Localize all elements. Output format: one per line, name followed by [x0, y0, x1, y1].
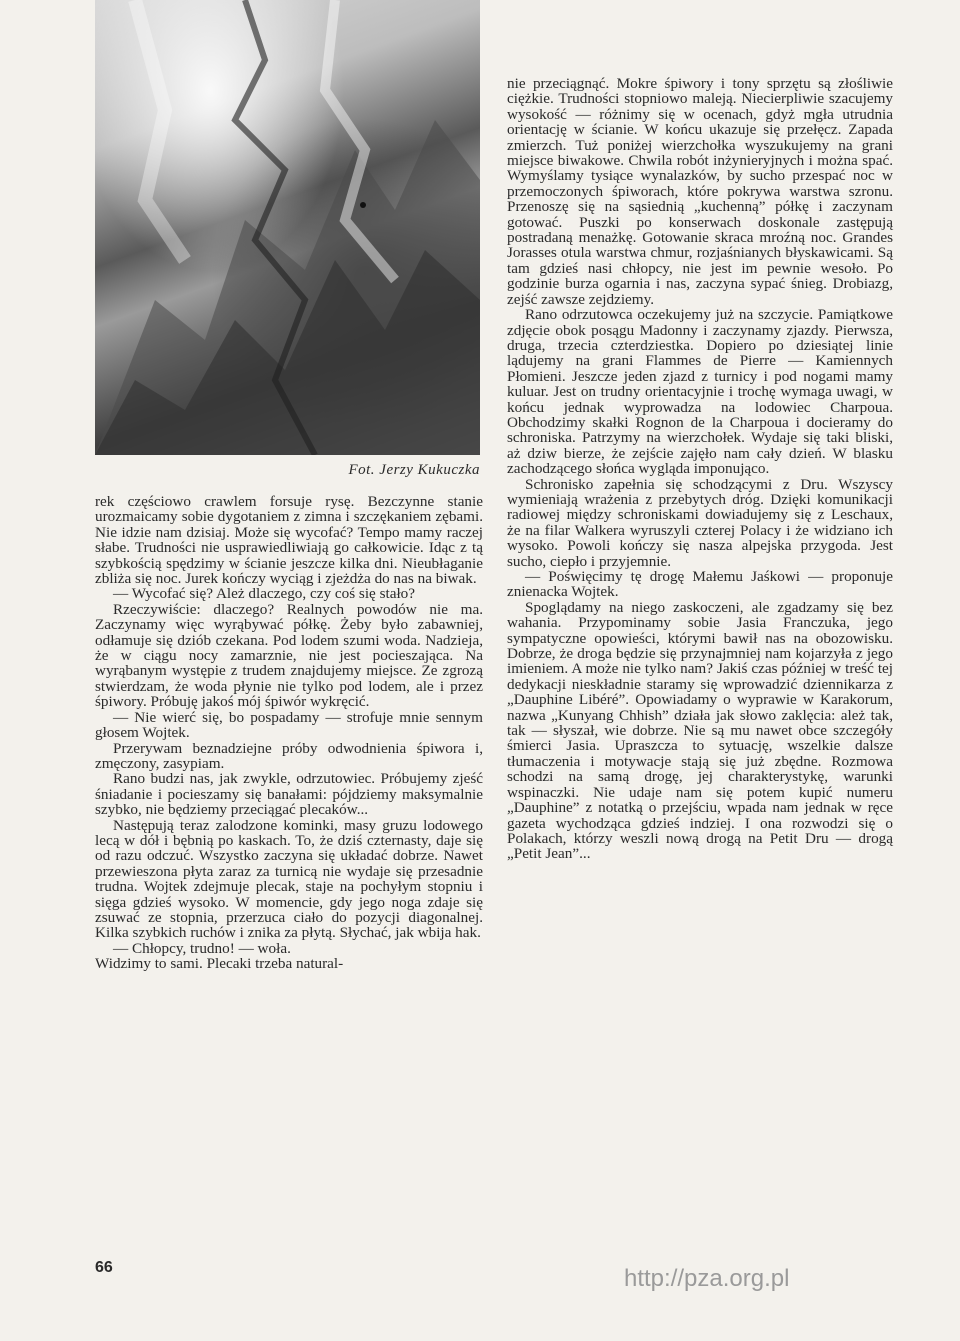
paragraph: — Wycofać się? Ależ dlaczego, czy coś się stało?: [113, 585, 415, 603]
paragraph: Następują teraz zalodzone kominki, masy gruzu lodowego lecą w dół i bębnią po kaskach. To, że dziś czternasty, daje się od razu odczuć. Wszystko zaczyna się układać dobrze. Nawet przewieszona płyta zaraz za turnicą nie wydaje się przesadnie trudna. Wojtek zdejmuje plecak, staje na pochyłym stopniu i sięga gdzieś wysoko. W momencie, gdy jego noga zdaje się zsuwać ze stopnia, przerzuca ciało do pozycji diagonalnej. Kilka szybkich ruchów i znika za płytą. Słychać, jak wbija hak.: [95, 816, 483, 942]
mountain-photo: [95, 0, 480, 455]
source-url: http://pza.org.pl: [624, 1265, 790, 1292]
article-right-column: [507, 76, 893, 862]
paragraph: nie przeciągnąć. Mokre śpiwory i tony sprzętu są złośliwie ciężkie. Trudności stopniowo maleją. Niecierpliwie szacujemy wysokość — różnimy się w ocenach, gdyż mgła utrudnia orientację w ścianie. W końcu ukazuje się przełęcz. Zapada zmierzch. Tuż poniżej wierzchołka wyszukujemy na grani miejsce biwakowe. Chwila robót inżynieryjnych i można spać. Wymyślamy tysiące wynalazków, by sucho przespać noc w przemoczonych śpiworach, które pokrywa warstwa szronu. Przenoszę się na sąsiednią „kuchenną” półkę i zaczynam gotować. Puszki po konserwach doskonale zastępują postradaną menażkę. Gotowanie skraca mroźną noc. Grandes Jorasses otula warstwa chmur, rozjaśnianych błyskawicami. Są tam gdzieś nasi chłopcy, nie jest im pewnie wesoło. Po godzinie burza ogarnia i nas, zaczyna sypać śnieg. Drobiazg, zejść zawsze zejdziemy.: [507, 75, 893, 308]
paragraph: Przerywam beznadziejne próby odwodnienia śpiwora i, zmęczony, zasypiam.: [95, 739, 483, 772]
paragraph: — Nie wierć się, bo pospadamy — strofuje mnie sennym głosem Wojtek.: [95, 708, 483, 742]
paragraph: Rano budzi nas, jak zwykle, odrzutowiec. Próbujemy zjeść śniadanie i pocieszamy się banałami: pójdziemy maksymalnie szybko, nie będziemy przeciągać plecaków...: [95, 770, 483, 819]
paragraph: — Chłopcy, trudno! — woła.: [113, 939, 291, 957]
paragraph: Rano odrzutowca oczekujemy już na szczycie. Pamiątkowe zdjęcie obok posągu Madonny i zaczynamy zjazdy. Pierwsza, druga, trzecia czterdziestka. Dopiero po dziesiątej linie lądujemy na grani Flammes de Pierre — Kamiennych Płomieni. Jeszcze jeden zjazd z turnicy i pod nogami mamy kuluar. Jest on trudny orientacyjnie i trochę wymaga uwagi, w końcu jednak wyprowadza na lodowiec Charpoua. Obchodzimy skałki Rognon de la Charpoua i docieramy do schroniska. Patrzymy na wierzchołek. Wydaje się taki bliski, aż dziw bierze, że zejście zajęło nam cały dzień. W blasku zachodzącego słońca wygląda imponująco.: [507, 306, 893, 478]
paragraph: Widzimy to sami. Plecaki trzeba natural-: [95, 955, 344, 973]
article-left-column: [95, 494, 483, 972]
page-number: 66: [95, 1259, 113, 1276]
paragraph: — Poświęcimy tę drogę Małemu Jaśkowi — proponuje znienacka Wojtek.: [507, 568, 893, 601]
photo-credit: Fot. Jerzy Kukuczka: [348, 462, 480, 478]
paragraph: rek częściowo crawlem forsuje rysę. Bezczynne stanie urozmaicamy sobie dygotaniem z zimna i szczękaniem zębami. Nie idzie nam dzisiaj. Może się wycofać? Tempo mamy raczej słabe. Trudności nie usprawiedliwiają go całkowicie. Idąc z tą szybkością spędzimy w ścianie jeszcze kilka dni. Nieubłaganie zbliża się noc. Jurek kończy wyciąg i zjeżdża do nas na biwak.: [95, 493, 483, 588]
paragraph: Spoglądamy na niego zaskoczeni, ale zgadzamy się bez wahania. Przypominamy sobie Jasia Franczuka, jego sympatyczne opowieści, którymi bawił nas na obozowisku. Dobrze, że droga będzie się przynajmniej nam kojarzyła z jego imieniem. A może nie tylko nam? Jakiś czas później w treść tej dedykacji nieskładnie staramy się wprowadzić dziennikarza z „Dauphine Libéré”. Opowiadamy o wyprawie w Karakorum, nazwa „Kunyang Chhish” działa jak słowo zaklęcia: ależ tak, tak — słyszał, wie dobrze. Nie są mu nawet obce szczegóły śmierci Jasia. Upraszcza to sytuację, wszelkie dalsze tłumaczenia i motywacje stają się już zbędne. Rozmowa schodzi na samą drogę, jej charakterystykę, warunki wspinaczki. Nie udaje nam się potem kupić numeru „Dauphine” z notatką o przejściu, wpada nam jednak w ręce gazeta wychodząca gdzieś indziej. I ona rozwodzi się o Polakach, którzy weszli nową drogą na Petit Dru — drogą „Petit Jean”...: [507, 598, 893, 863]
paragraph: Schronisko zapełnia się schodzącymi z Dru. Wszyscy wymieniają wrażenia z przebytych dróg. Dzięki komunikacji radiowej między schroniskami dowiadujemy się z Leschaux, że na filar Walkera wyruszyli czterej Polacy i że widziano ich wysoko. Powoli kończy się nasza alpejska przygoda. Jest sucho, ciepło i przyjemnie.: [507, 475, 893, 570]
paragraph: Rzeczywiście: dlaczego? Realnych powodów nie ma. Zaczynamy więc wyrąbywać półkę. Żeby było zabawniej, odłamuje się dziób czekana. Pod lodem szumi woda. Nadzieja, że w ciągu nocy zamarznie, nie jest pocieszająca. Na wyrąbanym występie z trudem znajdujemy miejsce. Ze zgrozą stwierdzam, że woda płynie nie tylko pod lodem, ale i przez śpiwory. Próbuję jakoś mój śpiwór wykręcić.: [95, 600, 483, 711]
rock-face-illustration: [95, 0, 480, 455]
